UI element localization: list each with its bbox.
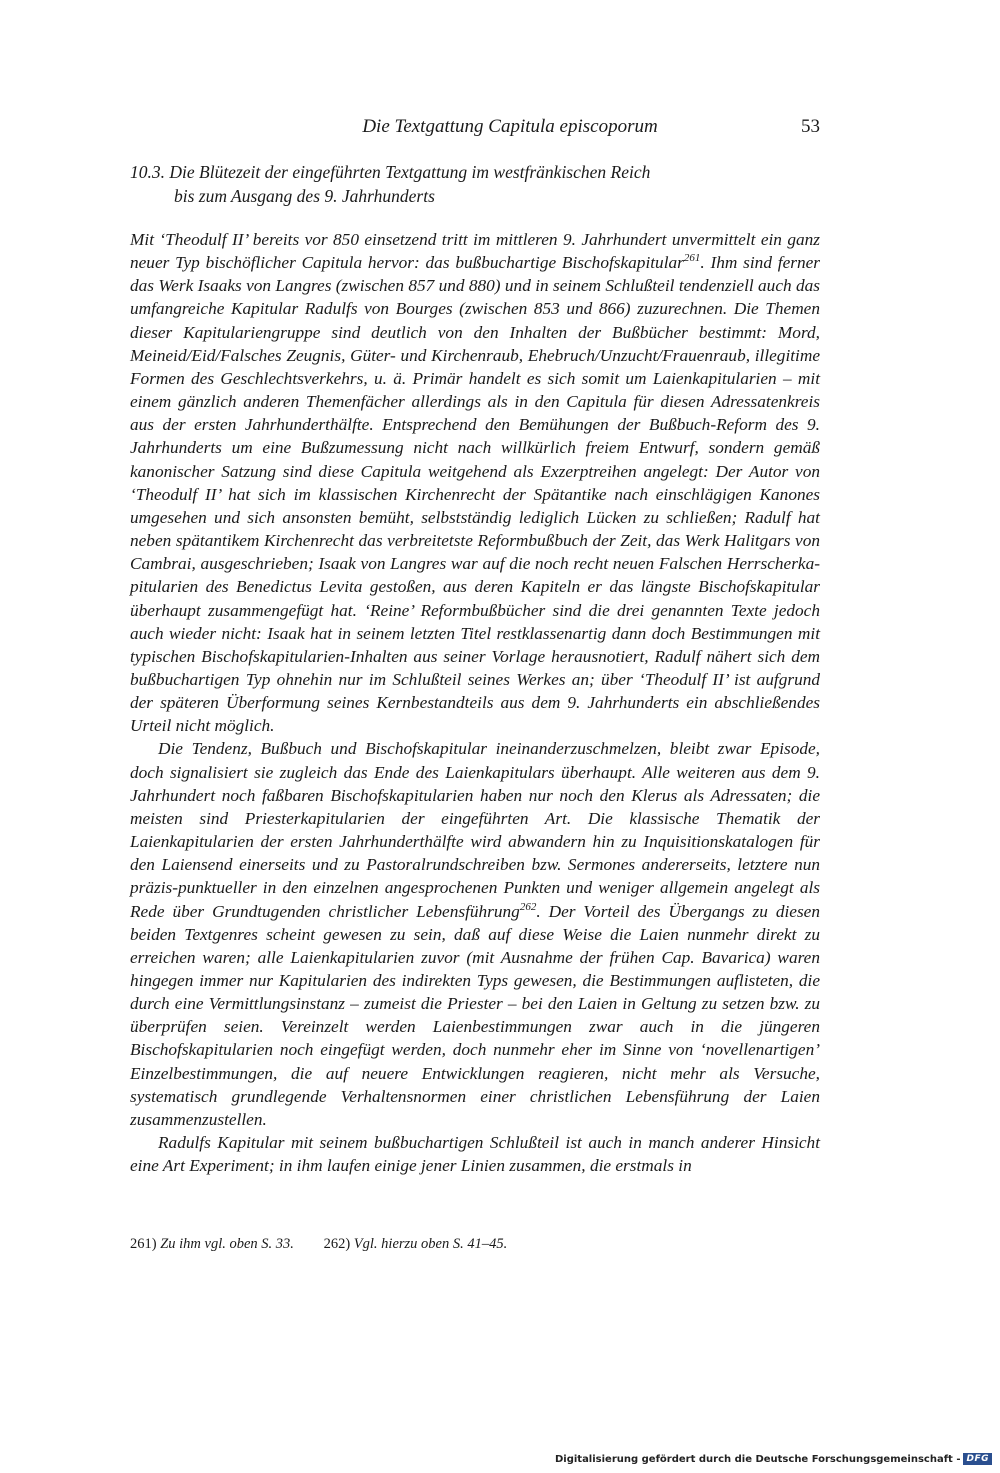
paragraph-2-text-b: . Der Vorteil des Übergangs zu diesen beiden Textgenres scheint gewesen zu sein, daß auf diese Weise die Laien nunmehr direkt zu erreichen waren; alle Laienkapitularien zuvor (mit Ausnahme der frühen Cap. Bavarica) waren hingegen immer nur Kapitularien des indirekten Typs gewesen, die Bestimmungen auflisteten, die durch eine Vermittlungsinstanz – zumeist die Priester – bei den Laien in Geltung zu setzen bzw. zu überprüfen seien. Vereinzelt werden Laienbestimmungen zwar auch in die jüngeren Bischofskapitularien noch eingefügt werden, doch nunmehr eher im Sinne von ‘novellenartigen’ Einzelbestimmungen, die auf neuere Entwicklungen reagieren, nicht mehr als Versuche, systematisch grundlegende Verhaltensnormen einer christlichen Lebensführung der Laien zusammenzustellen. — [130, 901, 820, 1129]
section-heading-line-1: 10.3. Die Blütezeit der eingeführten Textgattung im westfränkischen Reich — [130, 162, 651, 182]
footnote-261 — [130, 1236, 294, 1253]
body-text — [130, 228, 820, 1177]
section-heading-line-2: bis zum Ausgang des 9. Jahrhunderts — [174, 186, 435, 206]
dfg-logo: DFG — [963, 1453, 992, 1465]
running-head — [130, 116, 820, 140]
footnote-text: Zu ihm vgl. oben S. 33. — [160, 1236, 294, 1252]
paragraph-2 — [130, 737, 820, 1131]
credit-text: Digitalisierung gefördert durch die Deutsche Forschungsgemeinschaft - — [554, 1453, 961, 1465]
paragraph-1 — [130, 228, 820, 737]
footnote-number: 262) — [323, 1236, 351, 1252]
footnote-ref-261: 261 — [683, 252, 701, 265]
footnote-number: 261) — [130, 1236, 157, 1252]
footnote-text: Vgl. hierzu oben S. 41–45. — [353, 1236, 508, 1252]
running-head-title: Die Textgattung Capitula episcoporum — [362, 116, 658, 137]
paragraph-3 — [130, 1131, 820, 1177]
footnotes — [130, 1236, 820, 1253]
paragraph-3-text: Radulfs Kapitular mit seinem bußbuchartigen Schlußteil ist auch in manch anderer Hinsicht eine Art Experiment; in ihm laufen einige jener Linien zusammen, die erstmals in — [130, 1133, 820, 1176]
paragraph-1-text-b: . Ihm sind ferner das Werk Isaaks von Langres (zwischen 857 und 880) und in seinem Schlußteil tendenziell auch das umfangreiche Kapitular Radulfs von Bourges (zwischen 853 und 866) zuzurechnen. Die Themen dieser Kapitulariengruppe sind deutlich von den Inhalten der Bußbücher bestimmt: Mord, Meineid/Eid/Falsches Zeugnis, Güter- und Kirchenraub, Ehebruch/Unzucht/Frauenraub, illegitime Formen des Geschlechtsverkehrs, u. ä. Primär handelt es sich somit um Laienkapitularien – mit einem gänzlich anderen Themenfächer allerdings als in den Capitula für diesen Adressatenkreis aus der ersten Jahrhunderthälfte. Entsprechend den Bemühungen der Bußbuch-Reform des 9. Jahrhunderts um eine Bußzumessung nicht nach willkürlich freiem Entwurf, sondern gemäß kanonischer Satzung sind diese Capitula weitgehend als Exzerptreihen angelegt: Der Autor von ‘Theodulf II’ hat sich im klassischen Kirchenrecht der Spätantike nach einschlägigen Kanones umgesehen und sich ansonsten bemüht, selbstständig lediglich Lücken zu schließen; Radulf hat neben spätantikem Kirchenrecht das verbreitetste Reformbußbuch der Zeit, das Werk Halitgars von Cambrai, ausgeschrieben; Isaak von Langres war auf die noch recht neuen Falschen Herrscherkapitularien des Benedictus Levita gestoßen, aus deren Kapiteln er das längste Bischofskapitular überhaupt zusammengefügt hat. ‘Reine’ Reformbußbücher sind die drei genannten Texte jedoch auch wieder nicht: Isaak hat in seinem letzten Titel restklassenartig dann doch Bestimmungen mit typischen Bischofskapitularien-Inhalten aus seiner Vorlage herausnotiert, Radulf nähert sich dem bußbuchartigen Typ ohnehin nur im Schlußteil seines Werkes an; über ‘Theodulf II’ ist aufgrund der späteren Überformung seines Kernbestandteils aus dem 9. Jahrhunderts ein abschließendes Urteil nicht möglich. — [130, 253, 820, 736]
footnote-ref-262: 262 — [519, 900, 537, 913]
digitization-credit — [555, 1453, 992, 1465]
paragraph-2-text-a: Die Tendenz, Bußbuch und Bischofskapitular ineinanderzuschmelzen, bleibt zwar Episode, doch signalisiert sie zugleich das Ende des Laienkapitulars überhaupt. Alle weiteren aus dem 9. Jahrhundert noch faßbaren Bischofskapitularien haben nur noch den Klerus als Adressaten; die meisten sind Priesterkapitularien der eingeführten Art. Die klassische Thematik der Laienkapitularien der ersten Jahrhunderthälfte wird abwandern hin zu Inquisitionskatalogen für den Laiensend einerseits und zu Pastoralrundschreiben bzw. Sermones andererseits, letztere nun präzis-punktueller in den einzelnen angesprochenen Punkten und weniger allgemein angelegt als Rede über Grundtugenden christlicher Lebensführung — [130, 739, 820, 921]
paragraph-1-text-a: Mit ‘Theodulf II’ bereits vor 850 einsetzend tritt im mittleren 9. Jahrhundert unvermittelt ein ganz neuer Typ bischöflicher Capitula hervor: das bußbuchartige Bischofskapitular — [130, 230, 820, 273]
page-number: 53 — [801, 116, 820, 137]
section-heading — [130, 160, 770, 208]
footnote-262 — [324, 1236, 508, 1253]
